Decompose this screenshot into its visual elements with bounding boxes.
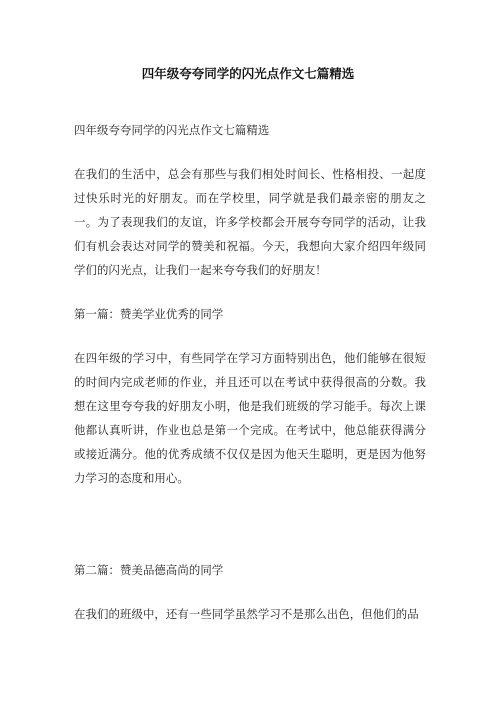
subtitle-text: 四年级夸夸同学的闪光点作文七篇精选: [74, 123, 270, 137]
document-title: 四年级夸夸同学的闪光点作文七篇精选: [141, 66, 355, 81]
intro-text: 在我们的生活中，总会有那些与我们相处时间长、性格相投、一起度过快乐时光的好朋友。而在学校里，同学就是我们最亲密的朋友之一。为了表现我们的友谊，许多学校都会开展夸夸同学的活动，让我们有机会表达对同学的赞美和祝福。今天，我想向大家介绍四年级同学们的闪光点，让我们一起来夸夸我们的好朋友！: [74, 167, 426, 277]
section1-heading-text: 第一篇：赞美学业优秀的同学: [74, 307, 224, 321]
document-subtitle: [74, 118, 426, 142]
section2-body-text: 在我们的班级中，还有一些同学虽然学习不是那么出色，但他们的品: [74, 607, 419, 621]
section2-paragraph: [74, 602, 426, 626]
section2-heading: [74, 558, 426, 582]
section1-heading: [74, 302, 426, 326]
intro-paragraph: [74, 162, 426, 282]
section1-body-text: 在四年级的学习中，有些同学在学习方面特别出色，他们能够在很短的时间内完成老师的作业，并且还可以在考试中获得很高的分数。我想在这里夸夸我的好朋友小明，他是我们班级的学习能手。每次上课他都认真听讲，作业也总是第一个完成。在考试中，他总能获得满分或接近满分。他的优秀成绩不仅仅是因为他天生聪明，更是因为他努力学习的态度和用心。: [74, 351, 426, 485]
section1-paragraph: [74, 346, 426, 490]
section2-heading-text: 第二篇：赞美品德高尚的同学: [74, 563, 224, 577]
